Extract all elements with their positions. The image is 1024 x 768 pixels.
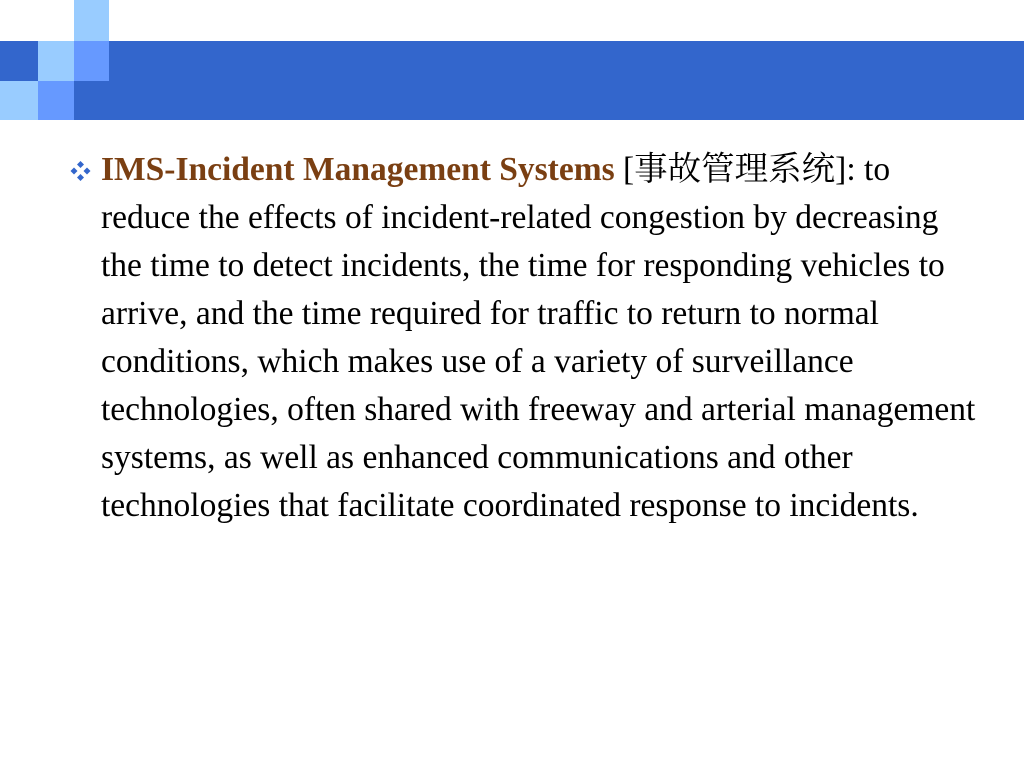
slide-content	[62, 146, 982, 530]
header-square	[38, 41, 74, 81]
diamond-bullet-icon	[68, 161, 93, 181]
bullet-chinese-term: [事故管理系统]	[614, 151, 847, 188]
bullet-item	[62, 146, 982, 530]
header-square	[38, 81, 74, 120]
bullet-term: IMS-Incident Management Systems	[101, 151, 615, 188]
header-bar	[0, 41, 1024, 120]
header-square	[74, 0, 109, 41]
header-square	[74, 41, 109, 81]
header-square	[0, 81, 38, 120]
bullet-body: : to reduce the effects of incident-related congestion by decreasing the time to detect incidents, the time for responding vehicles to arrive, and the time required for traffic to return to normal conditions, which makes use of a variety of surveillance technologies, often shared with freeway and arterial management systems, as well as enhanced communications and other technologies that facilitate coordinated response to incidents.	[101, 151, 976, 524]
